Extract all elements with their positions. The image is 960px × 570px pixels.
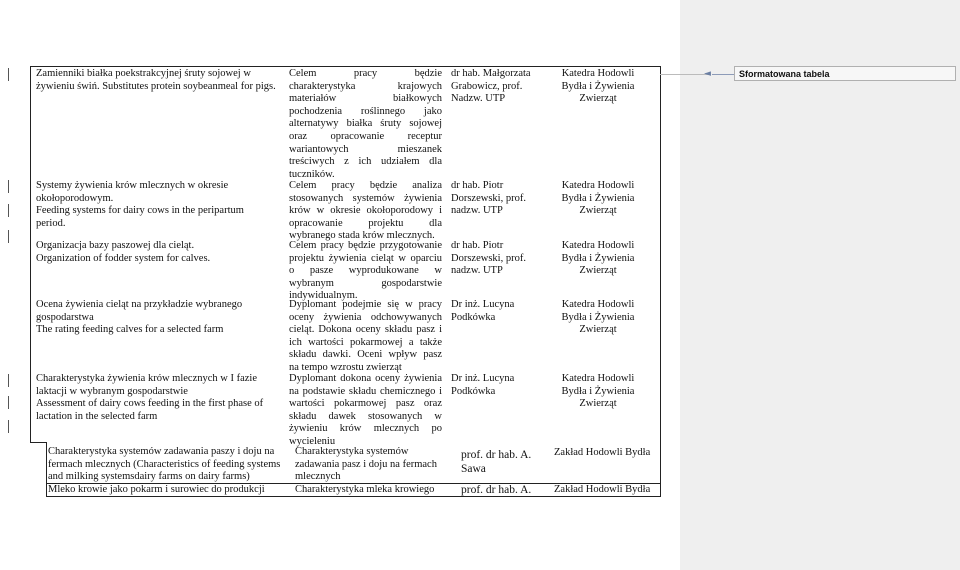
department-cell: Zakład Hodowli Bydła bbox=[554, 447, 651, 458]
change-marker bbox=[8, 180, 9, 193]
topic-cell: Systemy żywienia krów mlecznych w okresie okołoporodowym. Feeding systems for dairy cows in the peripartum period. bbox=[36, 180, 244, 229]
change-marker bbox=[8, 68, 9, 81]
topic-cell: Charakterystyka systemów zadawania paszy i doju na fermach mlecznych (Characteristics of feeding systems and milking systemsdairy farms on dairy farms) bbox=[48, 446, 281, 483]
supervisor-cell: Dr inż. Lucyna Podkówka bbox=[451, 373, 515, 397]
supervisor-cell: prof. dr hab. A. bbox=[461, 484, 532, 496]
department-cell: Katedra Hodowli Bydła i Żywienia Zwierząt bbox=[561, 180, 635, 217]
department-cell: Zakład Hodowli Bydła bbox=[554, 484, 651, 495]
arrow-left-icon: ◄ bbox=[704, 69, 711, 79]
supervisor-cell: dr hab. Piotr Dorszewski, prof. nadzw. UTP bbox=[451, 240, 526, 277]
goal-cell: Dyplomant dokona oceny żywienia na podstawie składu chemicznego i wartości pokarmowej pasz oraz składu dawek stosowanych w żywieniu krów mlecznych po wycieleniu bbox=[289, 373, 442, 447]
goal-cell: Dyplomant podejmie się w pracy oceny żywienia odchowywanych cieląt. Dokona oceny składu pasz i ich wartości pokarmowej a także składu dawki. Oceni wpływ pasz na tempo wzrostu zwierząt bbox=[289, 299, 442, 373]
department-cell: Katedra Hodowli Bydła i Żywienia Zwierząt bbox=[561, 240, 635, 277]
topic-cell: Ocena żywienia cieląt na przykładzie wybranego gospodarstwa The rating feeding calves for a selected farm bbox=[36, 299, 243, 336]
department-cell: Katedra Hodowli Bydła i Żywienia Zwierząt bbox=[561, 299, 635, 336]
goal-cell: Celem pracy będzie przygotowanie projektu żywienia cieląt w oparciu o pasze wyprodukowane w wybranym gospodarstwie indywidualnym. bbox=[289, 240, 442, 302]
topic-cell: Mleko krowie jako pokarm i surowiec do produkcji bbox=[48, 484, 265, 495]
comment-connector bbox=[660, 74, 710, 75]
topic-cell: Organizacja bazy paszowej dla cieląt. Organization of fodder system for calves. bbox=[36, 240, 211, 264]
goal-cell: Charakterystyka systemów zadawania pasz i doju na fermach mlecznych bbox=[295, 446, 437, 483]
supervisor-cell: Dr inż. Lucyna Podkówka bbox=[451, 299, 515, 323]
change-marker bbox=[8, 396, 9, 409]
supervisor-cell: dr hab. Piotr Dorszewski, prof. nadzw. UTP bbox=[451, 180, 526, 217]
goal-cell: Celem pracy będzie analiza stosowanych systemów żywienia krów w okresie okołoporodowy i opracowanie projektu dla wybranego stada krów mlecznych. bbox=[289, 180, 442, 242]
goal-cell: Charakterystyka mleka krowiego bbox=[295, 484, 435, 495]
topic-cell: Charakterystyka żywienia krów mlecznych w I fazie laktacji w wybranym gospodarstwie Assessment of dairy cows feeding in the first phase of lactation in the selected farm bbox=[36, 373, 264, 422]
topic-cell: Zamienniki białka poekstrakcyjnej śruty sojowej w żywieniu świń. Substitutes protein soybeanmeal for pigs. bbox=[36, 68, 276, 92]
change-marker bbox=[8, 374, 9, 387]
department-cell: Katedra Hodowli Bydła i Żywienia Zwierząt bbox=[561, 68, 635, 105]
change-marker bbox=[8, 204, 9, 217]
comment-pane bbox=[680, 0, 960, 570]
change-marker bbox=[8, 420, 9, 433]
department-cell: Katedra Hodowli Bydła i Żywienia Zwierząt bbox=[561, 373, 635, 410]
goal-cell: Celem pracy będzie charakterystyka krajowych materiałów białkowych pochodzenia roślinnego jako alternatywy białka śruty sojowej oraz opracowanie receptur wariantowych mieszanek treściwych z ich udziałem dla tuczników. bbox=[289, 68, 442, 180]
supervisor-cell: dr hab. Małgorzata Grabowicz, prof. Nadzw. UTP bbox=[451, 68, 531, 105]
format-change-balloon[interactable]: Sformatowana tabela bbox=[734, 66, 956, 81]
comment-connector-dash bbox=[712, 74, 734, 75]
change-marker bbox=[8, 230, 9, 243]
supervisor-cell: prof. dr hab. A. Sawa bbox=[461, 449, 532, 475]
